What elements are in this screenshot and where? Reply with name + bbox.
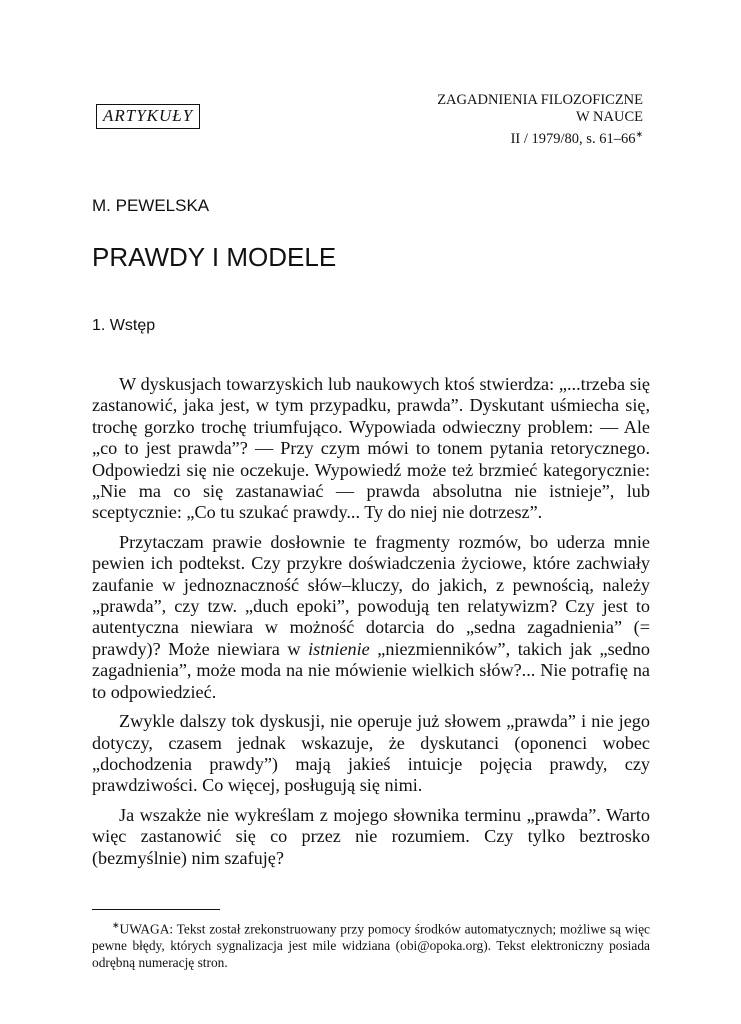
journal-info — [437, 92, 643, 148]
paragraph-1: W dyskusjach towarzyskich lub naukowych ktoś stwierdza: „...trzeba się zastanowić, jaka jest, w tym przypadku, prawda”. Dyskutant uśmiecha się, trochę gorzko trochę triumfująco. Wypowiada odwieczny problem: — Ale „co to jest prawda”? — Przy czym mówi to tonem pytania retorycznego. Odpowiedzi się nie oczekuje. Wypowiedź może też brzmieć kategorycznie: „Nie ma co się zastanawiać — prawda absolutna nie istnieje”, lub sceptycznie: „Co tu szukać prawdy... Ty do niej nie dotrzesz”. — [92, 374, 650, 523]
paragraph-2 — [92, 532, 650, 703]
paragraph-2-emphasis: istnienie — [308, 638, 370, 659]
journal-issue — [437, 126, 643, 148]
footnote-marker: ∗ — [635, 129, 643, 139]
journal-issue-text: II / 1979/80, s. 61–66 — [510, 130, 636, 147]
article-title: PRAWDY I MODELE — [92, 242, 337, 272]
article-body — [92, 374, 650, 877]
author-name: M. PEWELSKA — [92, 196, 210, 215]
footnote-text: UWAGA: Tekst został zrekonstruowany przy pomocy środków automatycznych; możliwe są więc pewne błędy, których sygnalizacja jest mile widziana (obi@opoka.org). Tekst elektroniczny posiada odrębną numerację stron. — [92, 921, 650, 971]
section-label: ARTYKUŁY — [96, 104, 200, 129]
footnote — [92, 917, 650, 971]
footnote-mark: ∗ — [112, 920, 120, 930]
paragraph-3: Zwykle dalszy tok dyskusji, nie operuje już słowem „prawda” i nie jego dotyczy, czasem jednak wskazuje, że dyskutanci (oponenci wobec „dochodzenia prawdy”) mają jakieś intuicje pojęcia prawdy, czy prawdziwości. Co więcej, posługują się nimi. — [92, 711, 650, 796]
paragraph-4: Ja wszakże nie wykreślam z mojego słownika terminu „prawda”. Warto więc zastanowić się co przez nie rozumiem. Czy tylko beztrosko (bezmyślnie) nim szafuję? — [92, 804, 650, 868]
section-heading: 1. Wstęp — [92, 317, 156, 334]
paragraph-2-part-b: „niezmienników”, takich jak „sedno zagadnienia”, może moda na nie mówienie wielkich słów?... Nie potrafię na to odpowiedzieć. — [92, 638, 650, 702]
paragraph-2-part-a: Przytaczam prawie dosłownie te fragmenty rozmów, bo uderza mnie pewien ich podtekst. Czy przykre doświadczenia życiowe, które zachwiały zaufanie w jednoznaczność słów–kluczy, do jakich, z pewnością, należy „prawda”, czy tzw. „duch epoki”, powodują ten relatywizm? Czy jest to autentyczna niewiara w możność dotarcia do „sedna zagadnienia” (= prawdy)? Może niewiara w — [92, 531, 650, 659]
journal-name: ZAGADNIENIA FILOZOFICZNE — [437, 92, 643, 108]
journal-subtitle: W NAUCE — [576, 109, 643, 125]
footnote-divider — [92, 909, 220, 910]
